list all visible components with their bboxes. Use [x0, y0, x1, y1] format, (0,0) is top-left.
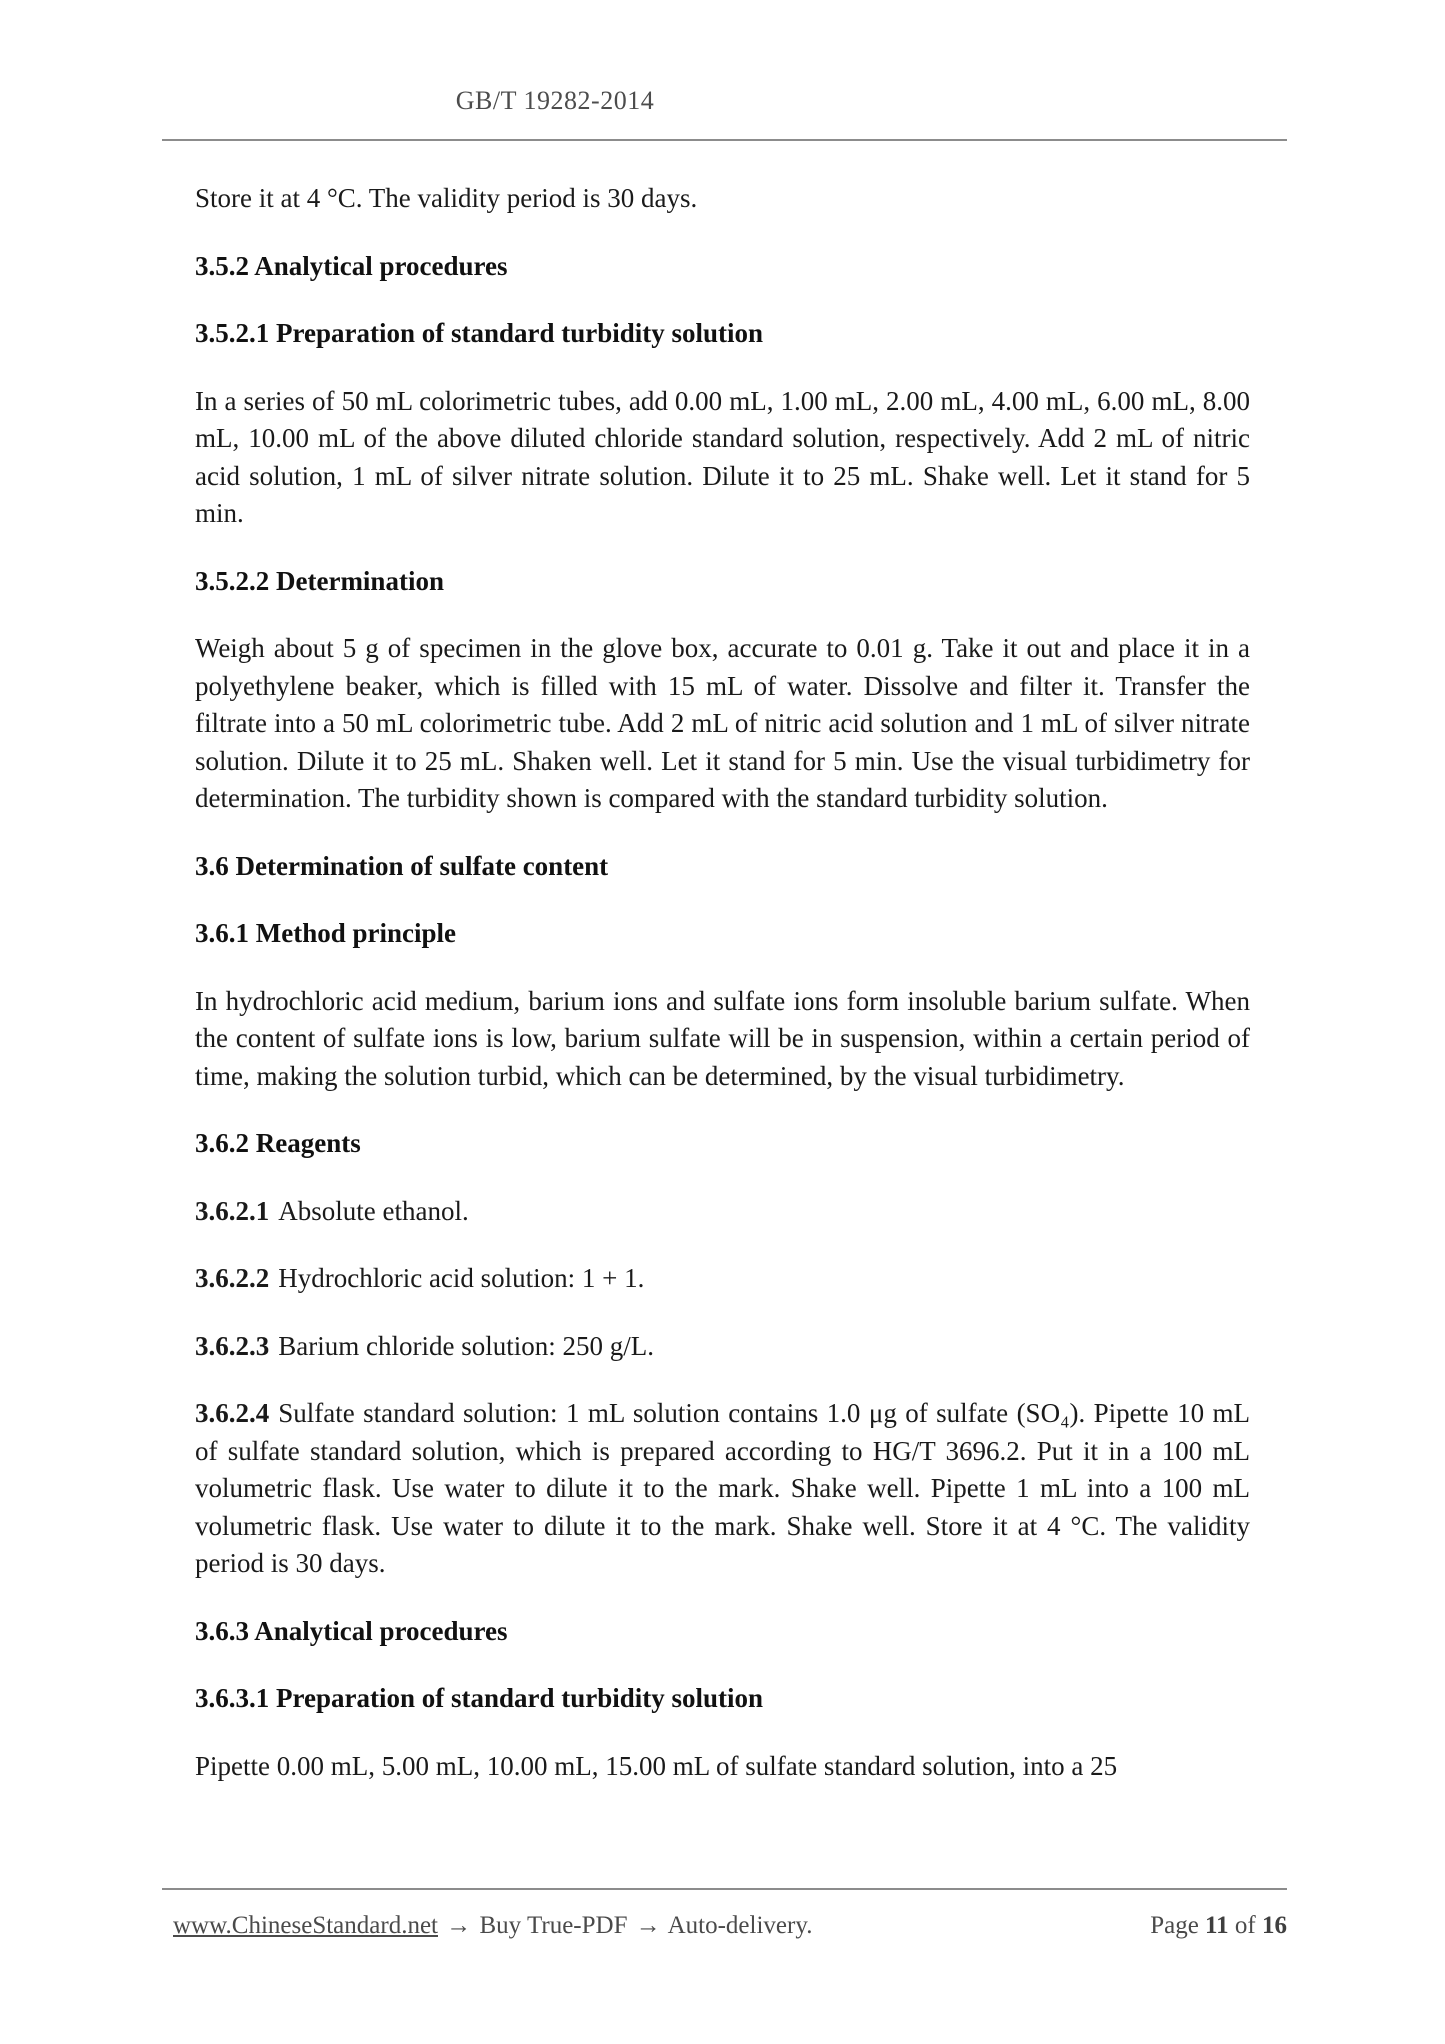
arrow-right-icon: → — [635, 1912, 661, 1939]
page-total: 16 — [1262, 1912, 1287, 1939]
item-number: 3.6.2.1 — [195, 1195, 270, 1226]
page-word: Page — [1150, 1912, 1199, 1939]
item-number: 3.6.2.3 — [195, 1330, 270, 1361]
footer-note — [173, 1912, 812, 1940]
item-text: Hydrochloric acid solution: 1 + 1. — [278, 1263, 645, 1293]
paragraph-3-5-2-2: Weigh about 5 g of specimen in the glove box, accurate to 0.01 g. Take it out and place it in a polyethylene beaker, which is filled with 15 mL of water. Dissolve and filter it. Transfer the filtrate into a 50 mL colorimetric tube. Add 2 mL of nitric acid solution and 1 mL of silver nitrate solution. Dilute it to 25 mL. Shaken well. Let it stand for 5 min. Use the visual turbidimetry for determination. The turbidity shown is compared with the standard turbidity solution. — [195, 633, 1250, 813]
footer-rule — [162, 1888, 1287, 1890]
item-number: 3.6.2.4 — [195, 1398, 270, 1428]
paragraph-3-5-2-1: In a series of 50 mL colorimetric tubes, add 0.00 mL, 1.00 mL, 2.00 mL, 4.00 mL, 6.00 mL, 8.00 mL, 10.00 mL of the above diluted chloride standard solution, respectively. Add 2 mL of nitric acid solution, 1 mL of silver nitrate solution. Dilute it to 25 mL. Shake well. Let it stand for 5 min. — [195, 385, 1250, 528]
site-link[interactable]: www.ChineseStandard.net — [173, 1912, 438, 1939]
heading-3-5-2-1: 3.5.2.1 Preparation of standard turbidity solution — [195, 318, 764, 348]
header-rule — [162, 139, 1287, 141]
page-indicator — [1150, 1912, 1287, 1940]
item-text: Sulfate standard solution: 1 mL solution contains 1.0 μg of sulfate (SO₄). Pipette 10 mL of sulfate standard solution, which is prepared according to HG/T 3696.2. Put it in a 100 mL volumetric flask. Use water to dilute it to the mark. Shake well. Pipette 1 mL into a 100 mL volumetric flask. Use water to dilute it to the mark. Shake well. Store it at 4 °C. The validity period is 30 days. — [195, 1398, 1250, 1578]
header-doc-number: GB/T 19282-2014 — [455, 86, 655, 115]
item-text: Barium chloride solution: 250 g/L. — [278, 1330, 654, 1361]
paragraph-3-6-1: In hydrochloric acid medium, barium ions and sulfate ions form insoluble barium sulfate. When the content of sulfate ions is low, barium sulfate will be in suspension, within a certain period of time, making the solution turbid, which can be determined, by the visual turbidimetry. — [195, 985, 1250, 1091]
item-text: Absolute ethanol. — [278, 1195, 469, 1226]
document-body — [195, 180, 1250, 1815]
item-3-6-2-2 — [195, 1260, 1250, 1298]
item-3-6-2-1 — [195, 1193, 1250, 1231]
paragraph-3-6-3-1: Pipette 0.00 mL, 5.00 mL, 10.00 mL, 15.00 mL of sulfate standard solution, into a 25 — [195, 1750, 1118, 1781]
heading-3-6-3-1: 3.6.3.1 Preparation of standard turbidity solution — [195, 1683, 764, 1713]
heading-3-6-2: 3.6.2 Reagents — [195, 1128, 361, 1158]
of-word: of — [1234, 1912, 1256, 1939]
item-3-6-2-3 — [195, 1328, 1250, 1366]
page-footer — [173, 1912, 1287, 1940]
heading-3-6-3: 3.6.3 Analytical procedures — [195, 1615, 508, 1646]
footer-delivery-text: Auto-delivery. — [667, 1912, 813, 1939]
arrow-right-icon: → — [446, 1912, 472, 1939]
heading-3-5-2: 3.5.2 Analytical procedures — [195, 250, 508, 281]
item-3-6-2-4 — [195, 1395, 1250, 1583]
item-number: 3.6.2.2 — [195, 1263, 270, 1293]
heading-3-5-2-2: 3.5.2.2 Determination — [195, 565, 444, 596]
paragraph-store: Store it at 4 °C. The validity period is 30 days. — [195, 183, 698, 213]
footer-buy-text: Buy True-PDF — [479, 1912, 628, 1939]
heading-3-6-1: 3.6.1 Method principle — [195, 918, 456, 948]
page-number: 11 — [1205, 1912, 1229, 1939]
heading-3-6: 3.6 Determination of sulfate content — [195, 850, 609, 881]
